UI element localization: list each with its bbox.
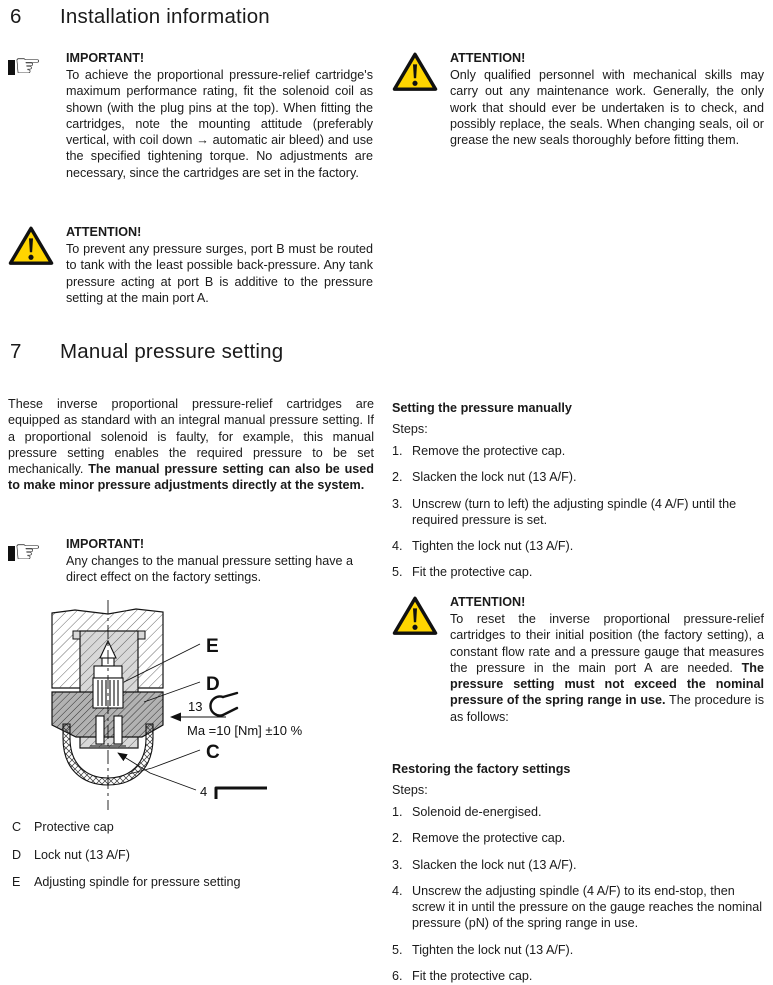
steps-label: Steps: bbox=[392, 783, 428, 797]
note-body: Any changes to the manual pressure setting have a direct effect on the factory settings. bbox=[66, 554, 354, 585]
step-item: 1. Solenoid de-energised. bbox=[392, 805, 542, 819]
intro-regular: These inverse proportional pressure-relief cartridges are equipped as standard with an integral manual pressure setting. If a proportional solenoid is faulty, for example, this manual pressure setting enables the required pressure to be set mechanically. bbox=[8, 397, 374, 477]
note-heading: ATTENTION! bbox=[450, 51, 526, 65]
steps-label: Steps: bbox=[392, 422, 428, 436]
step-item: 2. Slacken the lock nut (13 A/F). bbox=[392, 470, 577, 485]
step-item: 5. Fit the protective cap. bbox=[392, 565, 533, 580]
pointing-hand-icon: ☞ bbox=[8, 537, 66, 567]
diagram-legend bbox=[12, 819, 372, 902]
intro-bold: The manual pressure setting can also be used to make minor pressure adjustments directly at the system. bbox=[8, 462, 375, 493]
diagram-label-c: C bbox=[206, 742, 220, 763]
important-note-manual-setting bbox=[8, 536, 373, 586]
legend-item bbox=[12, 874, 372, 891]
diagram-drawing bbox=[30, 598, 372, 820]
legend-label: Protective cap bbox=[34, 820, 114, 834]
hex-key-icon bbox=[216, 788, 267, 799]
leader-hex-key bbox=[118, 753, 196, 790]
step-item: 4. Tighten the lock nut (13 A/F). bbox=[392, 539, 574, 554]
legend-item bbox=[12, 819, 372, 836]
step-item: 6. Fit the protective cap. bbox=[392, 969, 533, 984]
note-body: To prevent any pressure surges, port B must be routed to tank with the least possible back-pressure. Any tank pressure acting at port B is additive to the pressure setting at the main port A. bbox=[66, 242, 373, 305]
diagram-label-d: D bbox=[206, 674, 220, 695]
note-heading: IMPORTANT! bbox=[66, 537, 145, 551]
step-item: 3. Slacken the lock nut (13 A/F). bbox=[392, 857, 577, 872]
legend-label: Adjusting spindle for pressure setting bbox=[34, 875, 241, 889]
procedure-heading: Restoring the factory settings bbox=[392, 762, 571, 776]
note-heading: ATTENTION! bbox=[450, 595, 526, 609]
section-7-heading bbox=[10, 340, 283, 364]
legend-key: C bbox=[12, 820, 22, 834]
step-item: 2. Remove the protective cap. bbox=[392, 831, 566, 846]
step-item: 4. Unscrew the adjusting spindle (4 A/F) to its end-stop, then screw it in until the pressure on the gauge reaches the nominal pressure (pN) of the spring range in use. bbox=[392, 883, 763, 931]
setting-pressure-manually bbox=[392, 400, 764, 591]
open-end-wrench-icon bbox=[210, 693, 237, 716]
note-body: To reset the inverse proportional pressure-relief cartridges to their initial position (the factory setting), a constant flow rate and a pressure gauge that measures the pressure in the main port A are needed. The pressure setting must not exceed the nominal pressure of the spring range in use. The procedure is as follows: bbox=[450, 612, 764, 724]
procedure-heading: Setting the pressure manually bbox=[392, 401, 572, 415]
attention-note-reset bbox=[392, 594, 764, 725]
section-number: 7 bbox=[10, 340, 22, 363]
section-title: Installation information bbox=[60, 5, 270, 28]
step-item: 5. Tighten the lock nut (13 A/F). bbox=[392, 942, 574, 957]
cartridge-cross-section-diagram bbox=[30, 598, 372, 825]
legend-item bbox=[12, 847, 372, 864]
legend-key: D bbox=[12, 847, 22, 862]
pointing-hand-icon: ☞ bbox=[8, 51, 66, 81]
section-6-heading bbox=[10, 5, 270, 29]
attention-note-port-b bbox=[8, 224, 373, 306]
note-body: To achieve the proportional pressure-relief cartridge's maximum performance rating, fit the solenoid coil as shown (with the plug pins at the top). When fitting the cartridges, note the mounting attitude (preferably vertical, with coil down → automatic air bleed) and use the specified tightening torque. No adjustments are necessary, since the cartridges are set in the factory. bbox=[66, 68, 373, 180]
legend-label: Lock nut (13 A/F) bbox=[34, 847, 130, 862]
diagram-label-e: E bbox=[206, 636, 219, 657]
restoring-factory-settings bbox=[392, 761, 764, 985]
note-heading: ATTENTION! bbox=[66, 225, 142, 239]
important-note-installation bbox=[8, 50, 373, 181]
section-title: Manual pressure setting bbox=[60, 340, 284, 363]
legend-key: E bbox=[12, 875, 21, 889]
torque-label: Ma =10 [Nm] ±10 % bbox=[187, 723, 303, 738]
attention-note-maintenance bbox=[392, 50, 764, 148]
note-body: Only qualified personnel with mechanical skills may carry out any maintenance work. Generally, the only work that should ever be undertaken is to check, and possibly replace, the seals. When changing seals, oil or grease the new seals thoroughly before fitting them. bbox=[450, 68, 764, 148]
step-item: 1. Remove the protective cap. bbox=[392, 444, 566, 458]
wrench-size-label: 13 bbox=[188, 699, 203, 714]
note-heading: IMPORTANT! bbox=[66, 51, 145, 65]
step-item: 3. Unscrew (turn to left) the adjusting spindle (4 A/F) until the required pressure is set. bbox=[392, 496, 737, 527]
section-7-intro bbox=[8, 396, 374, 494]
section-number: 6 bbox=[10, 5, 22, 28]
warning-triangle-icon bbox=[8, 225, 54, 267]
hex-key-size-label: 4 bbox=[200, 784, 208, 799]
warning-triangle-icon bbox=[392, 595, 438, 637]
warning-triangle-icon bbox=[392, 51, 438, 93]
